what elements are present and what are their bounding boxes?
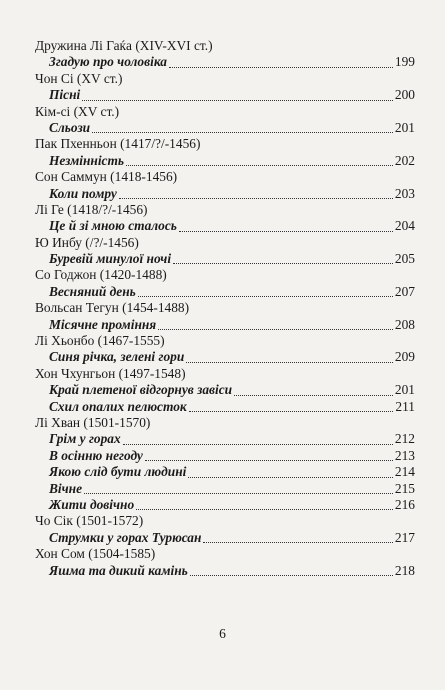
toc-entry-page: 208: [394, 316, 415, 332]
dot-leader: [179, 230, 393, 232]
toc-author: Лі Хьонбо (1467-1555): [35, 333, 165, 349]
toc-author: Сон Саммун (1418-1456): [35, 169, 178, 185]
dot-leader: [84, 492, 393, 494]
toc-entry-title: Синя річка, зелені гори: [49, 349, 185, 365]
toc-author: Дружина Лі Гаќа (XIV-XVI ст.): [35, 38, 213, 53]
toc-entry-title: Місячне проміння: [49, 316, 157, 332]
toc-entry: [35, 251, 415, 267]
toc-entry: [35, 464, 415, 480]
dot-leader: [145, 459, 393, 461]
toc-author: Пак Пхенньон (1417/?/-1456): [35, 136, 201, 152]
toc-entry-page: 205: [394, 251, 415, 267]
toc-entry-title: Сльози: [49, 119, 91, 135]
dot-leader: [234, 394, 393, 396]
toc-entry: [35, 284, 415, 300]
toc-entry: [35, 399, 415, 415]
toc-entry-title: Грім у горах: [49, 431, 121, 447]
toc-entry: [35, 54, 415, 70]
toc-entry-title: Незмінність: [49, 152, 125, 168]
toc-entry-page: 204: [394, 218, 415, 234]
page-number: 6: [219, 626, 226, 641]
dot-leader: [190, 574, 393, 576]
dot-leader: [92, 131, 393, 133]
toc-entry-page: 201: [394, 119, 415, 135]
dot-leader: [186, 361, 393, 363]
toc-entry-title: Коли помру: [49, 185, 117, 201]
toc-author: Кім-сі (XV ст.): [35, 103, 120, 119]
toc-entry-page: 213: [394, 447, 415, 463]
toc-entry: [35, 153, 415, 169]
toc-entry-title: Пісні: [49, 87, 81, 103]
toc-entry: [35, 218, 415, 234]
toc-entry-page: 212: [394, 431, 415, 447]
toc-author: Чон Сі (XV ст.): [35, 70, 123, 86]
dot-leader: [188, 476, 393, 478]
toc-author: Со Годжон (1420-1488): [35, 267, 167, 283]
toc-entry: [35, 120, 415, 136]
toc-entry-page: 217: [394, 529, 415, 545]
toc-entry: [35, 317, 415, 333]
toc-entry-page: 203: [394, 185, 415, 201]
toc-author: Лі Хван (1501-1570): [35, 414, 151, 430]
toc-author: Хон Чхунгьон (1497-1548): [35, 365, 186, 381]
toc-author: Лі Ге (1418/?/-1456): [35, 201, 148, 217]
toc-entry-page: 209: [394, 349, 415, 365]
toc-entry-page: 216: [394, 496, 415, 512]
toc-entry-title: Край плетеної відгорнув завіси: [49, 382, 233, 398]
toc-entry-title: Згадую про чоловіка: [49, 54, 167, 70]
toc-entry: [35, 563, 415, 579]
dot-leader: [173, 262, 393, 264]
dot-leader: [136, 508, 393, 510]
toc-entry-title: Струмки у горах Турюсан: [49, 529, 202, 545]
toc-entry-page: 207: [394, 283, 415, 299]
toc-entry-page: 202: [394, 152, 415, 168]
toc-author: Вольсан Тегун (1454-1488): [35, 300, 190, 316]
toc-entry-page: 211: [395, 398, 415, 414]
toc-entry-page: 215: [394, 480, 415, 496]
toc-entry: [35, 431, 415, 447]
toc-entry-title: Схил опалих пелюсток: [49, 398, 187, 414]
toc-entry-title: Весняний день: [49, 283, 136, 299]
dot-leader: [82, 99, 393, 101]
toc-entry-title: Це й зі мною сталось: [49, 218, 177, 234]
toc-entry: [35, 448, 415, 464]
dot-leader: [158, 328, 393, 330]
toc-entry-title: Вічне: [49, 480, 83, 496]
dot-leader: [203, 541, 392, 543]
toc-author: Чо Сік (1501-1572): [35, 513, 144, 529]
dot-leader: [119, 197, 393, 199]
toc-entry-title: В осінню негоду: [49, 447, 143, 463]
toc-entry-title: Буревій минулої ночі: [49, 251, 172, 267]
toc-entry: [35, 186, 415, 202]
dot-leader: [138, 295, 393, 297]
toc-author: Ю Инбу (/?/-1456): [35, 234, 139, 250]
toc-entry-page: 218: [394, 562, 415, 578]
toc-entry-title: Жити довічно: [49, 496, 135, 512]
dot-leader: [123, 443, 393, 445]
toc-entry-page: 199: [394, 54, 415, 70]
toc-entry: [35, 382, 415, 398]
toc-entry-title: Якою слід бути людині: [49, 464, 187, 480]
toc-entry-page: 201: [394, 382, 415, 398]
toc-author: Хон Сом (1504-1585): [35, 546, 156, 562]
dot-leader: [169, 66, 393, 68]
toc-entry: [35, 87, 415, 103]
toc-entry: [35, 497, 415, 513]
table-of-contents: [35, 38, 415, 579]
dot-leader: [126, 164, 393, 166]
toc-entry-page: 200: [394, 87, 415, 103]
toc-entry: [35, 349, 415, 365]
toc-entry-page: 214: [394, 464, 415, 480]
dot-leader: [189, 410, 394, 412]
toc-entry: [35, 481, 415, 497]
toc-entry: [35, 530, 415, 546]
toc-entry-title: Яшма та дикий камінь: [49, 562, 188, 578]
